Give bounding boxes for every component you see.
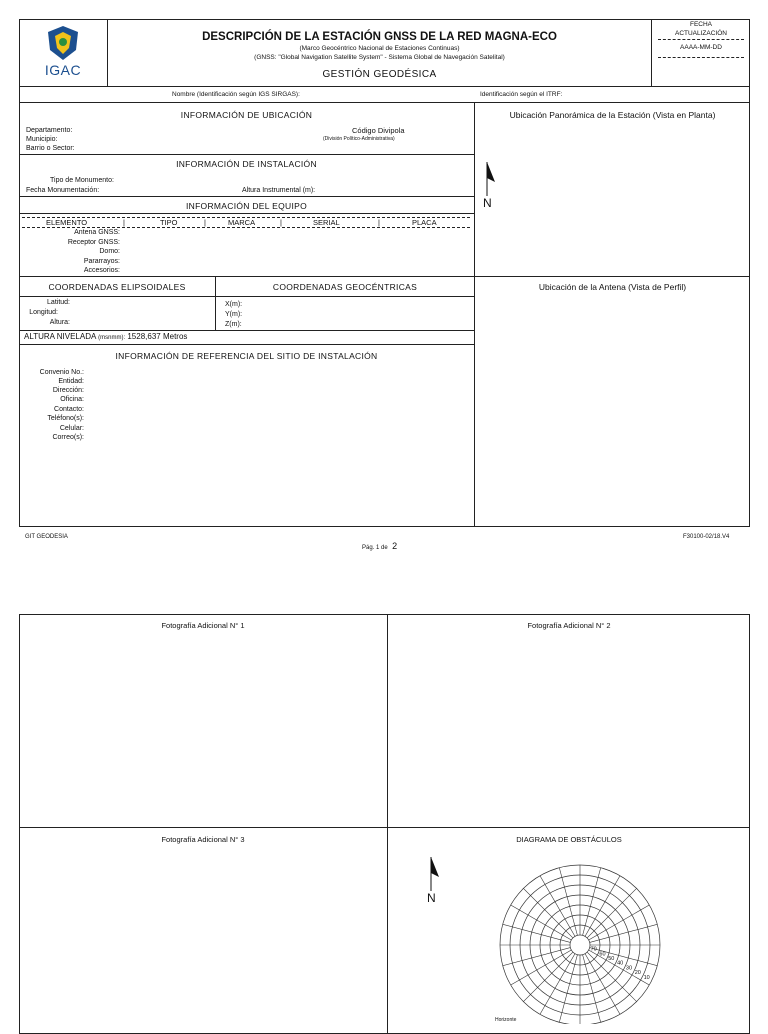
polar-spoke	[587, 888, 636, 937]
polar-spoke	[523, 888, 572, 937]
column-elemento: ELEMENTO	[46, 218, 88, 227]
equipment-row-receptor: Receptor GNSS:	[67, 239, 120, 246]
altura-nivelada-row	[24, 332, 187, 341]
header-bottom-line	[19, 86, 750, 87]
equipment-row-accesorios: Accesorios:	[83, 267, 120, 274]
date-label-2: ACTUALIZACIÓN	[674, 30, 727, 37]
altura-nivelada-label: ALTURA NIVELADA	[24, 332, 96, 341]
latitud-label: Latitud:	[47, 299, 70, 306]
equipment-row-pararrayos: Pararrayos:	[83, 258, 120, 265]
column-separator-3: |	[280, 218, 282, 227]
column-separator-1: |	[123, 218, 125, 227]
ref-oficina: Oficina:	[60, 396, 84, 403]
column-separator-4: |	[378, 218, 380, 227]
ring-label: 40	[617, 960, 624, 967]
page-prefix: Pág. 1 de	[362, 545, 388, 551]
ref-convenio: Convenio No.:	[39, 369, 84, 376]
form-subtitle-1: (Marco Geocéntrico Nacional de Estaciones Continuas)	[299, 45, 460, 52]
panoramic-heading: Ubicación Panorámica de la Estación (Vista en Planta)	[509, 110, 716, 120]
ring-label: 30	[625, 965, 633, 972]
logo-text: IGAC	[44, 62, 82, 78]
photo-2-label: Fotografía Adicional N° 2	[527, 621, 611, 630]
municipio-label: Municipio:	[26, 136, 58, 143]
page-2-north-label: N	[427, 891, 436, 905]
coords-heading-line	[19, 296, 474, 297]
column-serial: SERIAL	[313, 218, 340, 227]
altura-instrumental-label: Altura Instrumental (m):	[242, 187, 316, 194]
footer-code: F30100-02/18.V4	[683, 534, 730, 540]
page-2-vertical-divider	[387, 614, 388, 1034]
date-dash-1	[658, 39, 744, 40]
polar-spoke	[523, 952, 572, 1001]
equipment-bottom-line	[19, 276, 750, 277]
ref-entidad: Entidad:	[58, 378, 84, 385]
installation-heading: INFORMACIÓN DE INSTALACIÓN	[176, 159, 317, 169]
column-placa: PLACA	[412, 218, 437, 227]
altura-nivelada-unit: (msnmm):	[98, 335, 126, 341]
ring-label: 20	[634, 970, 641, 977]
date-dash-2	[658, 57, 744, 58]
tipo-monumento-label: Tipo de Monumento:	[50, 177, 114, 184]
longitud-label: Longitud:	[29, 309, 58, 316]
page-1-frame	[19, 19, 750, 527]
igs-name-label: Nombre (Identificación según IGS SIRGAS):	[172, 91, 300, 98]
departamento-label: Departamento:	[26, 127, 73, 134]
igac-logo	[40, 24, 86, 82]
page-total: 2	[392, 541, 398, 551]
ref-correo: Correo(s):	[52, 434, 84, 441]
obstacles-diagram-title: DIAGRAMA DE OBSTÁCULOS	[516, 835, 622, 844]
itrf-label: Identificación según el ITRF:	[480, 91, 563, 98]
z-label: Z(m):	[225, 321, 242, 328]
equipment-row-antena: Antena GNSS:	[74, 229, 120, 236]
ref-direccion: Dirección:	[52, 387, 84, 394]
column-tipo: TIPO	[160, 218, 178, 227]
altura-nivelada-bottom-line	[19, 344, 474, 345]
north-arrow-icon	[483, 160, 497, 215]
igac-shield-icon	[40, 24, 86, 62]
barrio-label: Barrio o Sector:	[26, 145, 75, 152]
obstacles-polar-diagram	[495, 860, 665, 1024]
horizon-label: Horizonte	[495, 1017, 517, 1023]
reference-heading: INFORMACIÓN DE REFERENCIA DEL SITIO DE INSTALACIÓN	[115, 351, 378, 361]
main-column-divider	[474, 102, 475, 527]
name-row-bottom-line	[19, 102, 750, 103]
x-label: X(m):	[225, 301, 243, 308]
footer-left: GIT GEODESIA	[25, 534, 68, 540]
codigo-divipola-label: Código Divipola	[352, 126, 405, 135]
photo-3-label: Fotografía Adicional N° 3	[161, 835, 245, 844]
ring-label: 10	[643, 974, 650, 981]
ellipsoidal-heading: COORDENADAS ELIPSOIDALES	[48, 282, 186, 292]
date-format: AAAA-MM-DD	[680, 44, 722, 51]
altura-nivelada-value: 1528,637 Metros	[127, 332, 188, 341]
ring-label: 60	[599, 951, 606, 958]
installation-bottom-line	[19, 196, 474, 197]
coords-bottom-line	[19, 330, 474, 331]
polar-ring	[570, 935, 590, 955]
antenna-heading: Ubicación de la Antena (Vista de Perfil)	[538, 282, 687, 292]
column-marca: MARCA	[228, 218, 256, 227]
north-label: N	[483, 196, 492, 210]
y-label: Y(m):	[225, 311, 243, 318]
ref-contacto: Contacto:	[54, 406, 84, 413]
ref-telefono: Teléfono(s):	[47, 415, 84, 422]
column-separator-2: |	[204, 218, 206, 227]
form-title: DESCRIPCIÓN DE LA ESTACIÓN GNSS DE LA RED MAGNA-ECO	[202, 31, 557, 43]
location-bottom-line	[19, 154, 474, 155]
geocentric-heading: COORDENADAS GEOCÉNTRICAS	[272, 282, 418, 292]
fecha-monumentacion-label: Fecha Monumentación:	[26, 187, 100, 194]
ring-label: 70	[590, 946, 597, 953]
equipment-heading-line	[19, 213, 474, 214]
page-2-north-arrow-icon	[427, 855, 441, 910]
photo-1-label: Fotografía Adicional N° 1	[161, 621, 245, 630]
location-heading: INFORMACIÓN DE UBICACIÓN	[180, 110, 313, 120]
equipment-row-domo: Domo:	[99, 248, 120, 255]
ring-label: 50	[608, 956, 615, 963]
footer-page	[362, 536, 397, 554]
equipment-heading: INFORMACIÓN DEL EQUIPO	[185, 201, 308, 211]
date-label-1: FECHA	[689, 21, 713, 28]
form-subtitle-2: (GNSS: "Global Navigation Satellite System" - Sistema Global de Navegación Satelital)	[254, 54, 505, 61]
altura-label: Altura:	[49, 319, 70, 326]
department-name: GESTIÓN GEODÉSICA	[322, 69, 437, 80]
ref-celular: Celular:	[59, 425, 84, 432]
page-2-horizontal-divider	[19, 827, 750, 828]
codigo-divipola-note: (División Político-Administrativa)	[323, 136, 395, 142]
